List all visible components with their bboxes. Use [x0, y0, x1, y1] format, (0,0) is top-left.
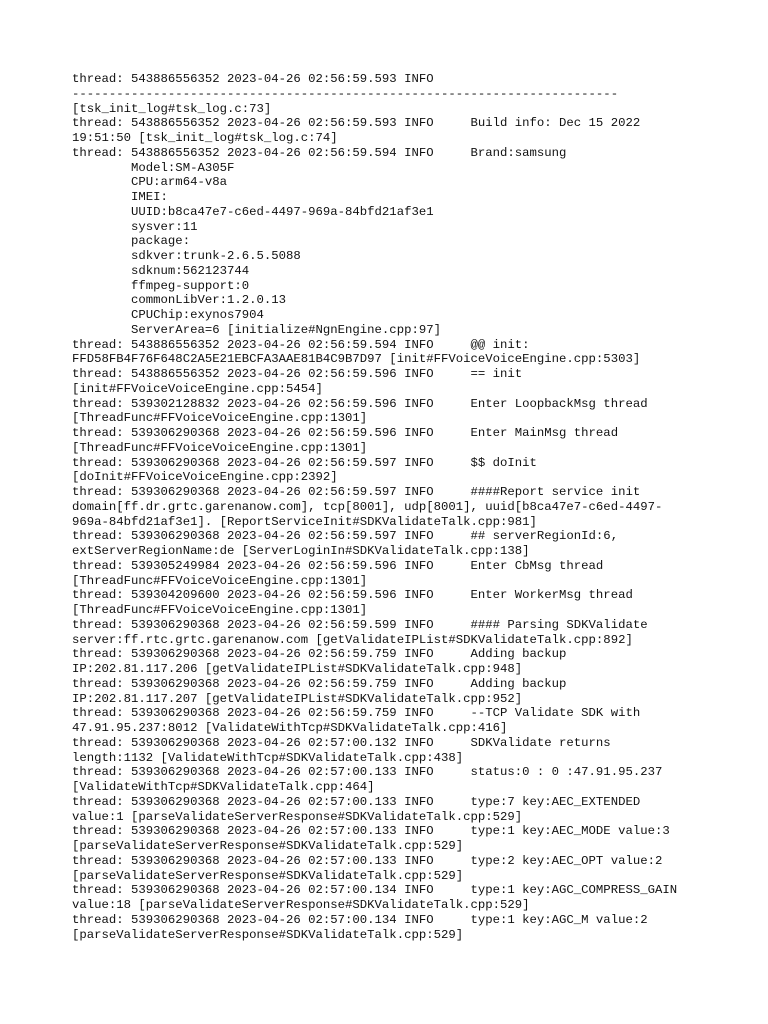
log-line: [parseValidateServerResponse#SDKValidateTalk.cpp:529] — [72, 927, 464, 942]
log-line: thread: 543886556352 2023-04-26 02:56:59.596 INFO == init — [72, 367, 523, 381]
log-line: thread: 543886556352 2023-04-26 02:56:59.593 INFO — [72, 72, 434, 86]
log-line: package: — [72, 234, 191, 249]
log-line: thread: 539306290368 2023-04-26 02:57:00.134 INFO type:1 key:AGC_M value:2 — [72, 912, 648, 927]
log-line: CPUChip:exynos7904 — [72, 308, 264, 322]
log-line: thread: 539306290368 2023-04-26 02:57:00.133 INFO type:7 key:AEC_EXTENDED — [72, 794, 641, 809]
log-line: sysver:11 — [72, 219, 198, 234]
log-line: sdknum:562123744 — [72, 263, 250, 278]
log-line: thread: 539306290368 2023-04-26 02:57:00.133 INFO status:0 : 0 :47.91.95.237 — [72, 765, 663, 780]
log-line: thread: 543886556352 2023-04-26 02:56:59.594 INFO Brand:samsung — [72, 145, 567, 160]
log-line: thread: 539304209600 2023-04-26 02:56:59.596 INFO Enter WorkerMsg thread — [72, 588, 633, 603]
log-line: thread: 539302128832 2023-04-26 02:56:59.596 INFO Enter LoopbackMsg thread — [72, 396, 648, 411]
log-line: thread: 539306290368 2023-04-26 02:56:59.599 INFO #### Parsing SDKValidate — [72, 617, 648, 632]
log-line: [ThreadFunc#FFVoiceVoiceEngine.cpp:1301] — [72, 603, 368, 617]
log-line: thread: 543886556352 2023-04-26 02:56:59.594 INFO @@ init: — [72, 337, 530, 352]
log-line: UUID:b8ca47e7-c6ed-4497-969a-84bfd21af3e1 — [72, 204, 434, 219]
log-line: commonLibVer:1.2.0.13 — [72, 293, 287, 308]
log-line: sdkver:trunk-2.6.5.5088 — [72, 249, 301, 263]
log-line: extServerRegionName:de [ServerLoginIn#SDKValidateTalk.cpp:138] — [72, 544, 530, 558]
log-line: CPU:arm64-v8a — [72, 175, 227, 190]
log-line: [parseValidateServerResponse#SDKValidateTalk.cpp:529] — [72, 839, 464, 853]
log-line: thread: 539306290368 2023-04-26 02:56:59.597 INFO $$ doInit — [72, 455, 537, 470]
log-line: domain[ff.dr.grtc.garenanow.com], tcp[8001], udp[8001], uuid[b8ca47e7-c6ed-4497- — [72, 499, 663, 514]
log-line: -------------------------------------------------------------------------- — [72, 86, 619, 101]
log-line: FFD58FB4F76F648C2A5E21EBCFA3AAE81B4C9B7D97 [init#FFVoiceVoiceEngine.cpp:5303] — [72, 352, 641, 367]
log-line: thread: 539306290368 2023-04-26 02:56:59.596 INFO Enter MainMsg thread — [72, 426, 619, 440]
log-line: length:1132 [ValidateWithTcp#SDKValidateTalk.cpp:438] — [72, 750, 464, 765]
log-line: thread: 539306290368 2023-04-26 02:56:59.759 INFO --TCP Validate SDK with — [72, 706, 641, 721]
log-line: [ThreadFunc#FFVoiceVoiceEngine.cpp:1301] — [72, 573, 368, 588]
log-line: 47.91.95.237:8012 [ValidateWithTcp#SDKValidateTalk.cpp:416] — [72, 721, 508, 735]
log-line: IP:202.81.117.207 [getValidateIPList#SDKValidateTalk.cpp:952] — [72, 691, 523, 706]
log-line: [parseValidateServerResponse#SDKValidateTalk.cpp:529] — [72, 868, 464, 883]
log-line: thread: 543886556352 2023-04-26 02:56:59.593 INFO Build info: Dec 15 2022 — [72, 116, 641, 131]
log-text-block — [72, 72, 712, 942]
log-line: [init#FFVoiceVoiceEngine.cpp:5454] — [72, 381, 323, 396]
log-line: thread: 539306290368 2023-04-26 02:56:59.597 INFO ####Report service init — [72, 485, 641, 499]
log-line: ffmpeg-support:0 — [72, 278, 250, 293]
log-line: [ThreadFunc#FFVoiceVoiceEngine.cpp:1301] — [72, 440, 368, 455]
log-line: 19:51:50 [tsk_init_log#tsk_log.c:74] — [72, 131, 338, 145]
log-line: IP:202.81.117.206 [getValidateIPList#SDKValidateTalk.cpp:948] — [72, 662, 523, 676]
log-line: [tsk_init_log#tsk_log.c:73] — [72, 101, 272, 116]
log-line: value:18 [parseValidateServerResponse#SDKValidateTalk.cpp:529] — [72, 898, 530, 912]
log-line: IMEI: — [72, 190, 168, 204]
log-line: [ValidateWithTcp#SDKValidateTalk.cpp:464] — [72, 780, 375, 794]
log-line: thread: 539306290368 2023-04-26 02:57:00.132 INFO SDKValidate returns — [72, 735, 611, 750]
log-line: value:1 [parseValidateServerResponse#SDKValidateTalk.cpp:529] — [72, 809, 523, 824]
log-line: thread: 539306290368 2023-04-26 02:56:59.597 INFO ## serverRegionId:6, — [72, 529, 619, 544]
log-line: thread: 539306290368 2023-04-26 02:56:59.759 INFO Adding backup — [72, 676, 567, 691]
log-document — [72, 72, 712, 942]
log-line: thread: 539306290368 2023-04-26 02:57:00.134 INFO type:1 key:AGC_COMPRESS_GAIN — [72, 883, 678, 898]
log-line: 969a-84bfd21af3e1]. [ReportServiceInit#SDKValidateTalk.cpp:981] — [72, 514, 537, 529]
log-line: ServerArea=6 [initialize#NgnEngine.cpp:97] — [72, 322, 441, 337]
log-line: thread: 539305249984 2023-04-26 02:56:59.596 INFO Enter CbMsg thread — [72, 558, 604, 573]
log-line: [doInit#FFVoiceVoiceEngine.cpp:2392] — [72, 470, 338, 485]
log-line: thread: 539306290368 2023-04-26 02:56:59.759 INFO Adding backup — [72, 647, 567, 662]
log-line: thread: 539306290368 2023-04-26 02:57:00.133 INFO type:1 key:AEC_MODE value:3 — [72, 824, 670, 839]
log-line: Model:SM-A305F — [72, 160, 235, 175]
log-line: [ThreadFunc#FFVoiceVoiceEngine.cpp:1301] — [72, 411, 368, 426]
log-line: server:ff.rtc.grtc.garenanow.com [getValidateIPList#SDKValidateTalk.cpp:892] — [72, 632, 633, 647]
log-line: thread: 539306290368 2023-04-26 02:57:00.133 INFO type:2 key:AEC_OPT value:2 — [72, 853, 663, 868]
